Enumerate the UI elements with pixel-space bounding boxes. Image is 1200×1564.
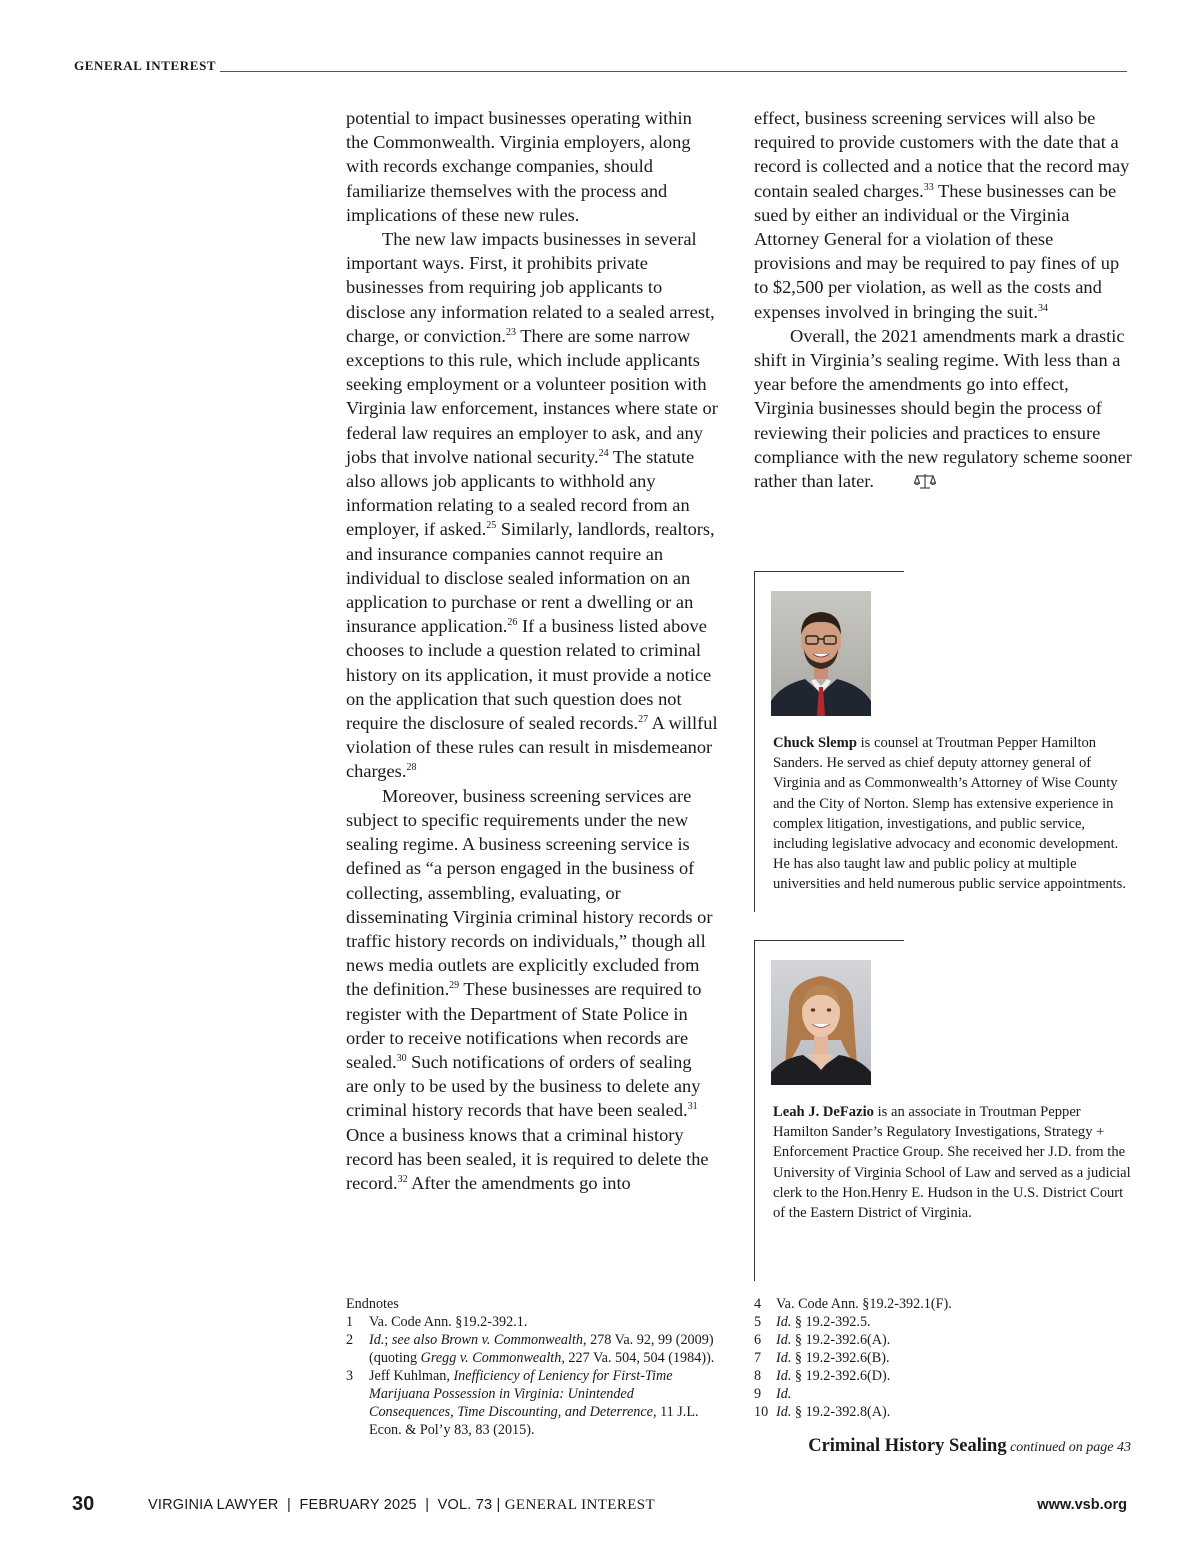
footnote-ref[interactable]: 34 <box>1038 302 1048 314</box>
footnote-ref[interactable]: 29 <box>449 980 460 992</box>
endnote-item: 4 Va. Code Ann. §19.2-392.1(F). <box>754 1296 952 1312</box>
endnotes-right <box>754 1295 1054 1421</box>
paragraph: Overall, the 2021 amendments mark a drastic shift in Virginia’s sealing regime. With less than a year before the amendments go into effect, Virginia businesses should begin the process of reviewing their policies and practices to ensure compliance with the new regulatory scheme sooner rather than later. <box>754 324 1132 496</box>
paragraph: effect, business screening services will also be required to provide customers with the date that a record is collected and a notice that the record may contain sealed charges.$^{33}$ These businesses can be sued by either an individual or the Virginia Attorney General for a violation of these provisions and may be required to pay fines of up to $2,500 per violation, as well as the costs and expenses involved in bringing the suit.$^{34}$ <box>754 108 1130 322</box>
website-link[interactable]: www.vsb.org <box>1037 1497 1127 1513</box>
author-photo <box>771 960 871 1085</box>
endnote-item: 6 Id. § 19.2-392.6(A). <box>754 1332 891 1348</box>
continued-page-ref: continued on page 43 <box>1006 1440 1131 1455</box>
footnote-ref[interactable]: 28 <box>406 762 417 774</box>
author-bio: Chuck Slemp is counsel at Troutman Pepper Hamilton Sanders. He served as chief deputy attorney general of Virginia and as Commonwealth’s Attorney of Wise County and the City of Norton. Slemp has extensive experience in complex litigation, investigations, and public service, including legislative advocacy and economic development. He has also taught law and public policy at multiple universities and held numerous public service appointments. <box>773 735 1127 893</box>
scales-of-justice-icon <box>878 472 936 496</box>
page-footer <box>0 1493 1200 1517</box>
footnote-ref[interactable]: 27 <box>638 714 649 726</box>
section-label: GENERAL INTEREST <box>74 58 220 74</box>
author-photo <box>771 591 871 716</box>
author-bio-box <box>754 571 1134 912</box>
page-number: 30 <box>72 1493 95 1515</box>
endnote-item: 10 Id. § 19.2-392.8(A). <box>754 1404 891 1420</box>
footnote-ref[interactable]: 32 <box>397 1173 408 1185</box>
paragraph: potential to impact businesses operating within the Commonwealth. Virginia employers, along with records exchange companies, should familiarize themselves with the process and implications of these new rules. <box>346 108 692 225</box>
continued-notice[interactable] <box>600 1436 1131 1457</box>
author-name: Chuck Slemp <box>773 735 857 751</box>
footnote-ref[interactable]: 25 <box>486 520 497 532</box>
endnote-item: 3 Jeff Kuhlman, Inefficiency of Leniency for First-Time Marijuana Possession in Virginia: Unintended Consequences, Time Discounting, and Deterrence, 11 J.L. Econ. & Pol’y 83, 83 (2015). <box>346 1368 699 1438</box>
author-name: Leah J. DeFazio <box>773 1104 874 1120</box>
footnote-ref[interactable]: 30 <box>396 1052 407 1064</box>
endnote-item: 8 Id. § 19.2-392.6(D). <box>754 1368 891 1384</box>
footnote-ref[interactable]: 31 <box>687 1101 698 1113</box>
footnote-ref[interactable]: 23 <box>506 326 517 338</box>
article-column-right <box>754 106 1132 496</box>
endnotes-title: Endnotes <box>346 1296 399 1312</box>
endnote-item: 7 Id. § 19.2-392.6(B). <box>754 1350 890 1366</box>
section-header <box>74 58 1127 74</box>
endnote-item: 2 Id.; see also Brown v. Commonwealth, 278 Va. 92, 99 (2009) (quoting Gregg v. Commonwealth, 227 Va. 504, 504 (1984)). <box>346 1332 715 1366</box>
article-column-left <box>346 106 718 1195</box>
endnotes-left <box>346 1295 716 1439</box>
paragraph: Moreover, business screening services are subject to specific requirements under the new sealing regime. A business screening service is defined as “a person engaged in the business of collecting, assembling, evaluating, or disseminating Virginia criminal history records or traffic history records on individuals,” though all news media outlets are explicitly excluded from the definition.$^{29}$ These businesses are required to register with the Department of State Police in order to receive notifications when records are sealed.$^{30}$ Such notifications of orders of sealing are only to be used by the business to delete any criminal history records that have been sealed.$^{31}$ Once a business knows that a criminal history record has been sealed, it is required to delete the record.$^{32}$ After the amendments go into <box>346 785 713 1193</box>
author-bio: Leah J. DeFazio is an associate in Troutman Pepper Hamilton Sander’s Regulatory Investigations, Strategy + Enforcement Practice Group. She received her J.D. from the University of Virginia School of Law and served as a judicial clerk to the Hon.Henry E. Hudson in the U.S. District Court of the Eastern District of Virginia. <box>773 1104 1131 1222</box>
header-rule <box>74 71 1127 72</box>
endnote-item: 1 Va. Code Ann. §19.2-392.1. <box>346 1314 528 1330</box>
continued-title: Criminal History Sealing <box>808 1436 1007 1456</box>
author-bio-box <box>754 940 1134 1281</box>
paragraph: The new law impacts businesses in several important ways. First, it prohibits private businesses from requiring job applicants to disclose any information related to a sealed arrest, charge, or conviction.$^{23}$ There are some narrow exceptions to this rule, which include applicants seeking employment or a volunteer position with Virginia law enforcement, instances where state or federal law requires an employer to ask, and any jobs that involve national security.$^{24}$ The statute also allows job applicants to withhold any information relating to a sealed record from an employer, if asked.$^{25}$ Similarly, landlords, realtors, and insurance companies cannot require an individual to disclose sealed information on an application to purchase or rent a dwelling or an insurance application.$^{26}$ If a business listed above chooses to include a question related to criminal history on its application, it must provide a notice on the application that such question does not require the disclosure of sealed records.$^{27}$ A willful violation of these rules can result in misdemeanor charges.$^{28}$ <box>346 229 718 782</box>
endnote-item: 9 Id. <box>754 1386 792 1402</box>
footnote-ref[interactable]: 24 <box>598 447 609 459</box>
endnote-item: 5 Id. § 19.2-392.5. <box>754 1314 871 1330</box>
footnote-ref[interactable]: 26 <box>507 617 518 629</box>
publication-info: VIRGINIA LAWYER | FEBRUARY 2025 | VOL. 73 | GENERAL INTEREST <box>148 1497 656 1513</box>
footnote-ref[interactable]: 33 <box>923 181 934 193</box>
